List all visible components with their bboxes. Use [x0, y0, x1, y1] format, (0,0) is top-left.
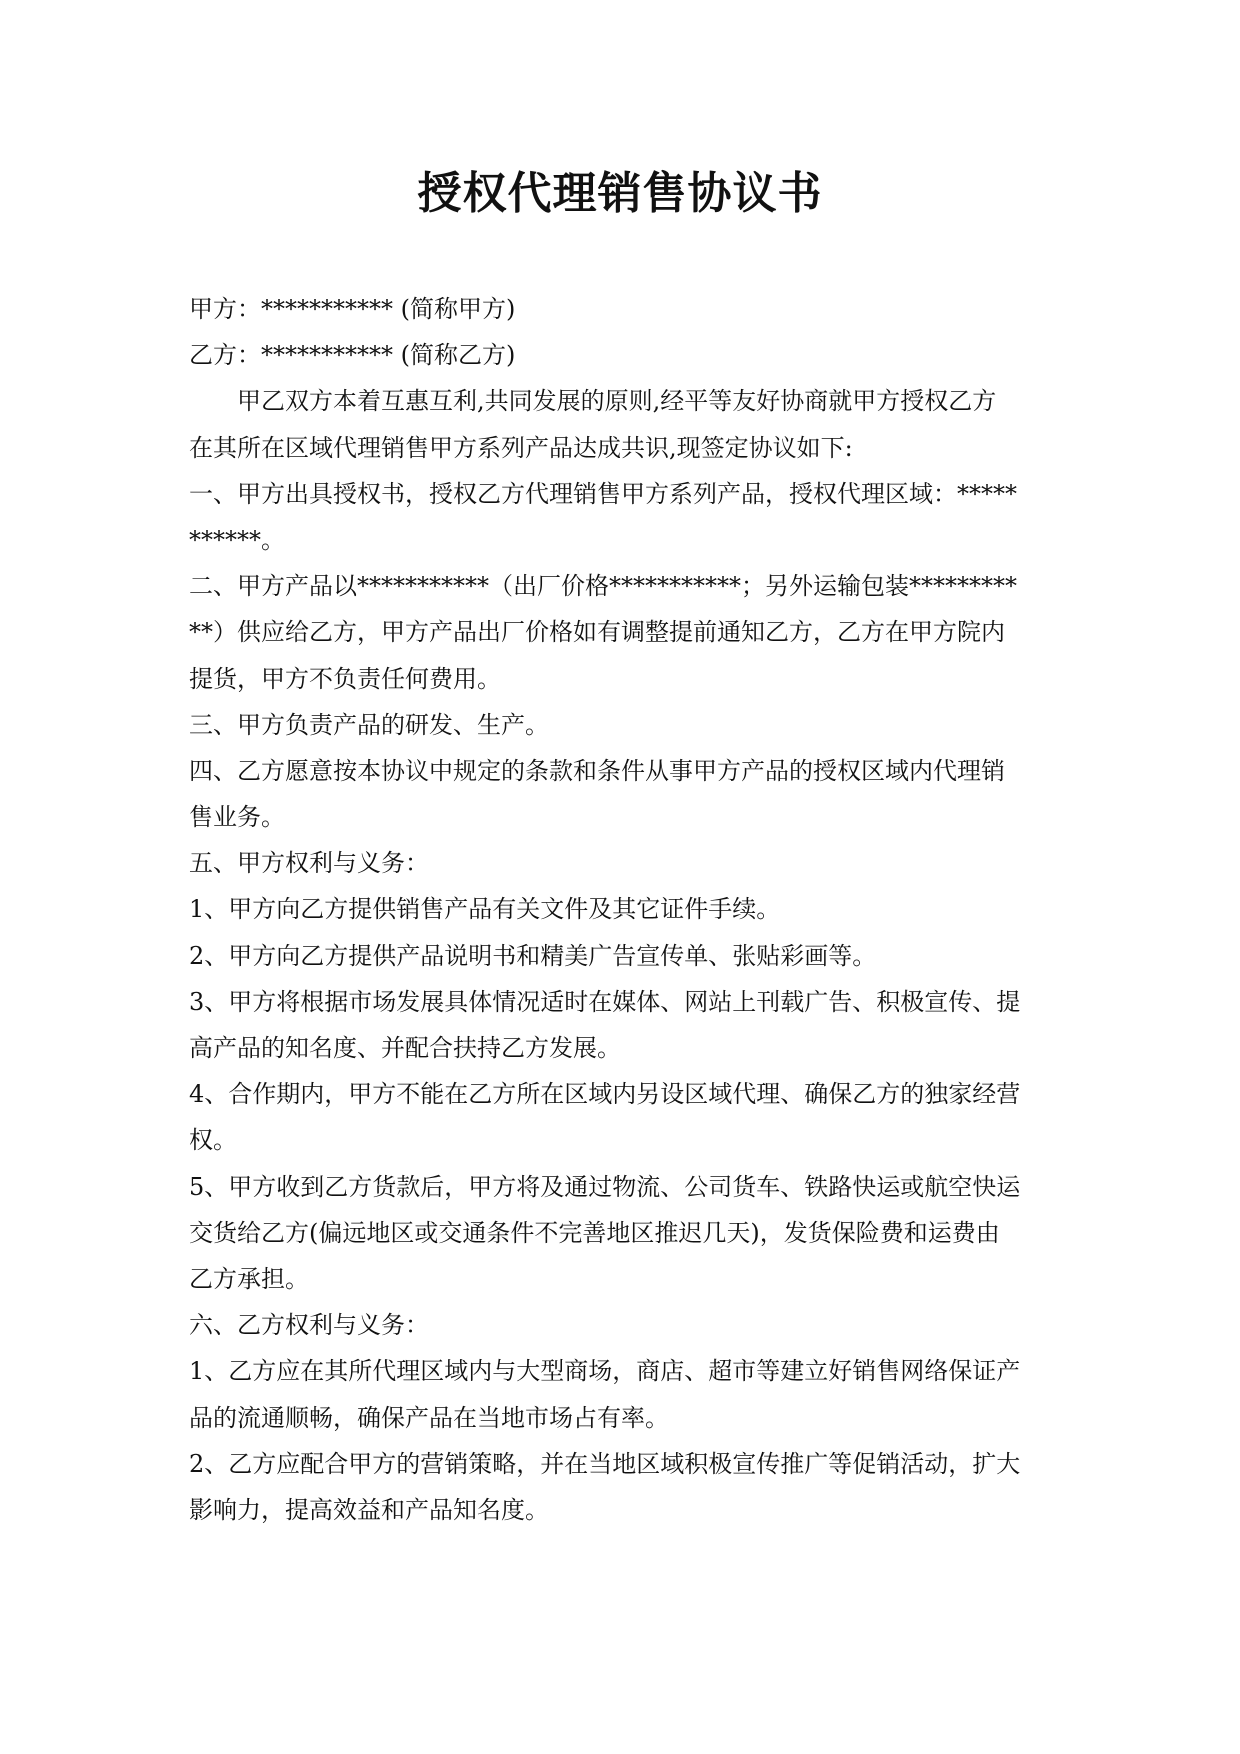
- section-heading: 五、甲方权利与义务：: [189, 849, 429, 878]
- clause-line: 四、乙方愿意按本协议中规定的条款和条件从事甲方产品的授权区域内代理销: [189, 756, 1005, 785]
- clause-line: 2、乙方应配合甲方的营销策略，并在当地区域积极宣传推广等促销活动，扩大: [189, 1449, 1021, 1478]
- clause-line: 二、甲方产品以***********（出厂价格***********；另外运输包装*********: [189, 572, 1017, 601]
- party-b-line: 乙方：*********** (简称乙方): [189, 341, 516, 370]
- clause-line: **）供应给乙方，甲方产品出厂价格如有调整提前通知乙方，乙方在甲方院内: [189, 618, 1005, 647]
- clause-line: 一、甲方出具授权书，授权乙方代理销售甲方系列产品，授权代理区域：*****: [189, 479, 1017, 508]
- clause-line: 交货给乙方(偏远地区或交通条件不完善地区推迟几天)，发货保险费和运费由: [189, 1218, 1000, 1247]
- party-a-line: 甲方：*********** (简称甲方): [189, 295, 516, 323]
- clause-line: 2、甲方向乙方提供产品说明书和精美广告宣传单、张贴彩画等。: [189, 941, 877, 970]
- clause-line: 影响力，提高效益和产品知名度。: [189, 1495, 549, 1524]
- clause-line: 提货，甲方不负责任何费用。: [189, 664, 501, 693]
- clause-line: 权。: [189, 1126, 237, 1155]
- clause-line: 高产品的知名度、并配合扶持乙方发展。: [189, 1034, 621, 1062]
- document-body: [189, 286, 1049, 1533]
- preamble-line: 甲乙双方本着互惠互利,共同发展的原则,经平等友好协商就甲方授权乙方: [237, 387, 997, 416]
- clause-line: 4、合作期内，甲方不能在乙方所在区域内另设区域代理、确保乙方的独家经营: [189, 1080, 1021, 1109]
- clause-line: 3、甲方将根据市场发展具体情况适时在媒体、网站上刊载广告、积极宣传、提: [189, 987, 1021, 1016]
- clause-line: 品的流通顺畅，确保产品在当地市场占有率。: [189, 1403, 669, 1432]
- clause-line: 5、甲方收到乙方货款后，甲方将及通过物流、公司货车、铁路快运或航空快运: [189, 1172, 1021, 1201]
- clause-line: 1、乙方应在其所代理区域内与大型商场，商店、超市等建立好销售网络保证产: [189, 1357, 1021, 1386]
- clause-line: 售业务。: [189, 803, 285, 832]
- preamble-line: 在其所在区域代理销售甲方系列产品达成共识,现签定协议如下:: [189, 433, 853, 462]
- clause-line: 1、甲方向乙方提供销售产品有关文件及其它证件手续。: [189, 895, 781, 924]
- document-title: 授权代理销售协议书: [417, 168, 823, 219]
- clause-line: ******。: [189, 525, 285, 554]
- clause-line: 三、甲方负责产品的研发、生产。: [189, 710, 549, 739]
- clause-line: 乙方承担。: [189, 1264, 309, 1293]
- section-heading: 六、乙方权利与义务：: [189, 1311, 429, 1340]
